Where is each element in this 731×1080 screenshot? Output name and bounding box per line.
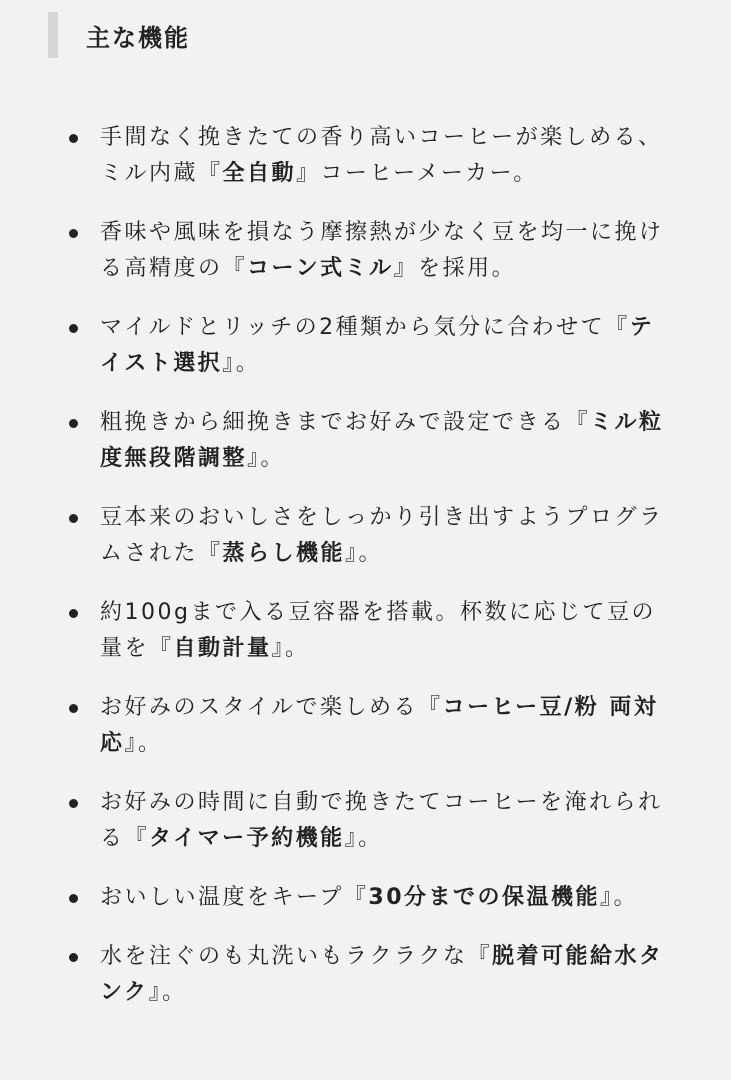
feature-text-end: 』。 — [344, 826, 383, 851]
bullet-icon — [69, 704, 78, 713]
feature-text-end: 』。 — [345, 541, 384, 566]
feature-text-end: 』。 — [148, 980, 187, 1005]
bullet-icon — [69, 134, 78, 143]
feature-item-7 — [0, 690, 731, 762]
feature-text-end: 』。 — [247, 446, 286, 471]
bullet-icon — [69, 229, 78, 238]
feature-text: 香味や風味を損なう摩擦熱が少なく豆を均一に挽ける高精度の『 — [100, 220, 664, 281]
feature-text: お好みの時間に自動で挽きたてコーヒーを淹れられる『 — [100, 790, 663, 851]
bullet-icon — [69, 419, 78, 428]
bullet-icon — [69, 609, 78, 618]
feature-item-8 — [0, 785, 731, 857]
feature-highlight: コーヒー豆/粉 両対応 — [100, 695, 659, 756]
feature-text-end: 』。 — [600, 885, 639, 910]
feature-text-end: 』。 — [124, 731, 163, 756]
bullet-icon — [69, 953, 78, 962]
bullet-icon — [69, 324, 78, 333]
feature-text: おいしい温度をキープ『 — [100, 885, 369, 910]
feature-text: 豆本来のおいしさをしっかり引き出すようプログラムされた『 — [100, 505, 664, 566]
feature-item-5 — [0, 500, 731, 572]
feature-item-10 — [0, 939, 731, 1011]
feature-item-3 — [0, 310, 731, 382]
section-header — [48, 12, 190, 58]
feature-text: お好みのスタイルで楽しめる『 — [100, 695, 443, 720]
feature-text: マイルドとリッチの2種類から気分に合わせて『 — [100, 315, 630, 340]
feature-highlight: コーン式ミル — [247, 256, 394, 281]
feature-item-6 — [0, 595, 731, 667]
feature-highlight: 蒸らし機能 — [222, 541, 346, 566]
feature-text-end: 』。 — [271, 636, 310, 661]
feature-text: 粗挽きから細挽きまでお好みで設定できる『 — [100, 410, 591, 435]
section-title: 主な機能 — [86, 23, 190, 52]
feature-text: 手間なく挽きたての香り高いコーヒーが楽しめる、ミル内蔵『 — [100, 125, 663, 186]
bullet-icon — [69, 894, 78, 903]
feature-highlight: 全自動 — [222, 161, 297, 186]
feature-item-2 — [0, 215, 731, 287]
feature-list — [0, 120, 731, 1034]
feature-text-end: 』コーヒーメーカー。 — [296, 161, 538, 186]
feature-text: 水を注ぐのも丸洗いもラクラクな『 — [100, 944, 493, 969]
feature-highlight: テイスト選択 — [100, 315, 655, 376]
feature-highlight: 脱着可能給水タンク — [100, 944, 664, 1005]
feature-highlight: 自動計量 — [173, 636, 272, 661]
feature-highlight: ミル粒度無段階調整 — [100, 410, 664, 471]
bullet-icon — [69, 514, 78, 523]
feature-highlight: 30分までの保温機能 — [368, 885, 601, 910]
bullet-icon — [69, 799, 78, 808]
feature-text-end: 』を採用。 — [393, 256, 517, 281]
feature-item-1 — [0, 120, 731, 192]
feature-item-9 — [0, 880, 731, 916]
feature-highlight: タイマー予約機能 — [149, 826, 345, 851]
feature-text-end: 』。 — [222, 351, 261, 376]
feature-text: 約100gまで入る豆容器を搭載。杯数に応じて豆の量を『 — [100, 600, 656, 661]
header-accent-bar — [48, 12, 58, 58]
feature-item-4 — [0, 405, 731, 477]
